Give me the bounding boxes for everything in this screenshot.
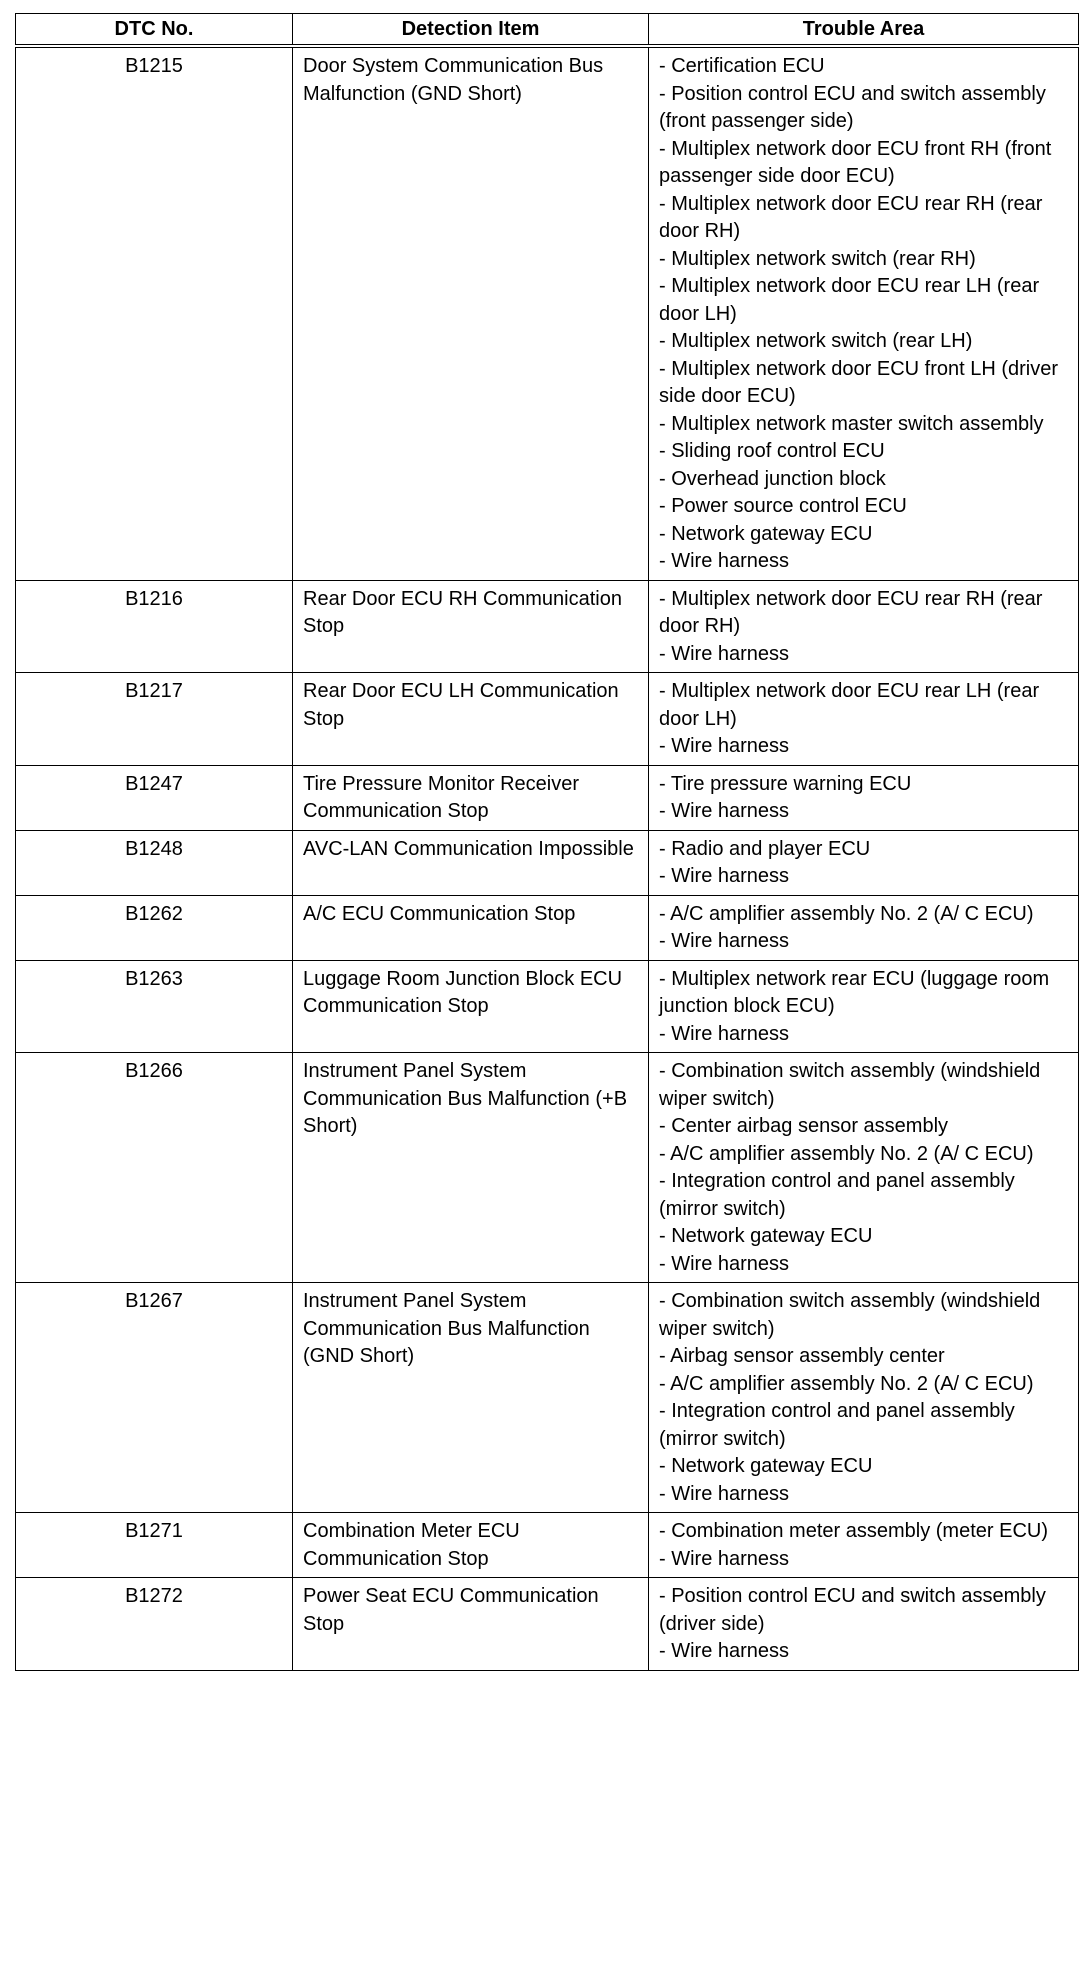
trouble-area-cell xyxy=(649,1513,1079,1578)
trouble-area-item: - Wire harness xyxy=(659,800,790,822)
trouble-area-item: - Wire harness xyxy=(659,1640,790,1662)
trouble-area-item: - Combination switch assembly (windshield wiper switch) xyxy=(659,1290,1041,1340)
trouble-area-item: - Multiplex network door ECU front RH (front passenger side door ECU) xyxy=(659,137,1052,187)
trouble-area-item: - Center airbag sensor assembly xyxy=(659,1115,949,1137)
trouble-area-item: - Combination meter assembly (meter ECU) xyxy=(659,1520,1048,1542)
table-row xyxy=(16,1283,1079,1513)
trouble-area-item: - Multiplex network door ECU rear LH (rear door LH) xyxy=(659,275,1040,325)
table-body xyxy=(16,46,1079,1670)
trouble-area-item: - Multiplex network rear ECU (luggage room junction block ECU) xyxy=(659,967,1050,1017)
detection-item-cell: Tire Pressure Monitor Receiver Communication Stop xyxy=(293,765,649,830)
table-row xyxy=(16,1513,1079,1578)
trouble-area-item: - Position control ECU and switch assembly (front passenger side) xyxy=(659,82,1046,132)
header-dtc-no: DTC No. xyxy=(16,14,293,47)
trouble-area-item: - Network gateway ECU xyxy=(659,522,873,545)
detection-item-cell: Luggage Room Junction Block ECU Communication Stop xyxy=(293,960,649,1053)
dtc-code-cell: B1215 xyxy=(16,46,293,580)
trouble-area-item: - Multiplex network door ECU rear LH (rear door LH) xyxy=(659,680,1040,730)
dtc-table xyxy=(15,13,1079,1671)
dtc-code-cell: B1217 xyxy=(16,673,293,766)
table-row xyxy=(16,960,1079,1053)
trouble-area-item: - Wire harness xyxy=(659,1482,790,1505)
table-row xyxy=(16,673,1079,766)
header-trouble-area: Trouble Area xyxy=(649,14,1079,47)
trouble-area-item: - Radio and player ECU xyxy=(659,837,871,860)
trouble-area-item: - A/C amplifier assembly No. 2 (A/ C ECU) xyxy=(659,1372,1034,1395)
dtc-code-cell: B1263 xyxy=(16,960,293,1053)
trouble-area-cell xyxy=(649,46,1079,580)
trouble-area-cell xyxy=(649,1578,1079,1671)
trouble-area-cell xyxy=(649,895,1079,960)
trouble-area-item: - Wire harness xyxy=(659,642,790,665)
trouble-area-item: - Integration control and panel assembly (mirror switch) xyxy=(659,1400,1015,1450)
trouble-area-item: - Network gateway ECU xyxy=(659,1225,873,1247)
detection-item-cell: Power Seat ECU Communication Stop xyxy=(293,1578,649,1671)
trouble-area-item: - Wire harness xyxy=(659,735,790,757)
detection-item-cell: Combination Meter ECU Communication Stop xyxy=(293,1513,649,1578)
dtc-code-cell: B1271 xyxy=(16,1513,293,1578)
dtc-code-cell: B1267 xyxy=(16,1283,293,1513)
table-row xyxy=(16,895,1079,960)
dtc-code-cell: B1272 xyxy=(16,1578,293,1671)
trouble-area-cell xyxy=(649,580,1079,673)
table-row xyxy=(16,1053,1079,1283)
table-row xyxy=(16,765,1079,830)
trouble-area-item: - Overhead junction block xyxy=(659,467,886,490)
trouble-area-item: - Multiplex network switch (rear LH) xyxy=(659,330,973,352)
table-row xyxy=(16,1578,1079,1671)
trouble-area-item: - Position control ECU and switch assembly (driver side) xyxy=(659,1585,1046,1635)
trouble-area-item: - Integration control and panel assembly (mirror switch) xyxy=(659,1170,1015,1220)
dtc-code-cell: B1248 xyxy=(16,830,293,895)
table-row xyxy=(16,46,1079,580)
trouble-area-item: - Wire harness xyxy=(659,865,790,887)
trouble-area-item: - Multiplex network door ECU front LH (driver side door ECU) xyxy=(659,357,1059,407)
detection-item-cell: Door System Communication Bus Malfunction (GND Short) xyxy=(293,46,649,580)
trouble-area-item: - Certification ECU xyxy=(659,55,825,77)
trouble-area-cell xyxy=(649,673,1079,766)
trouble-area-cell xyxy=(649,830,1079,895)
trouble-area-item: - A/C amplifier assembly No. 2 (A/ C ECU) xyxy=(659,902,1034,925)
table-row xyxy=(16,580,1079,673)
table-header-row xyxy=(16,14,1079,47)
detection-item-cell: AVC-LAN Communication Impossible xyxy=(293,830,649,895)
trouble-area-item: - Wire harness xyxy=(659,930,790,952)
trouble-area-item: - Wire harness xyxy=(659,1547,790,1570)
detection-item-cell: Instrument Panel System Communication Bus Malfunction (+B Short) xyxy=(293,1053,649,1283)
trouble-area-item: - Wire harness xyxy=(659,550,790,572)
dtc-code-cell: B1247 xyxy=(16,765,293,830)
dtc-code-cell: B1266 xyxy=(16,1053,293,1283)
trouble-area-cell xyxy=(649,1053,1079,1283)
trouble-area-item: - Sliding roof control ECU xyxy=(659,440,885,462)
detection-item-cell: A/C ECU Communication Stop xyxy=(293,895,649,960)
trouble-area-item: - Multiplex network door ECU rear RH (rear door RH) xyxy=(659,192,1043,242)
trouble-area-cell xyxy=(649,765,1079,830)
trouble-area-item: - Network gateway ECU xyxy=(659,1455,873,1477)
table-row xyxy=(16,830,1079,895)
trouble-area-item: - Multiplex network master switch assembly xyxy=(659,412,1044,435)
trouble-area-item: - Airbag sensor assembly center xyxy=(659,1345,945,1367)
trouble-area-cell xyxy=(649,1283,1079,1513)
trouble-area-cell xyxy=(649,960,1079,1053)
trouble-area-item: - Combination switch assembly (windshield wiper switch) xyxy=(659,1060,1041,1110)
trouble-area-item: - Tire pressure warning ECU xyxy=(659,772,912,795)
header-detection-item: Detection Item xyxy=(293,14,649,47)
detection-item-cell: Instrument Panel System Communication Bus Malfunction (GND Short) xyxy=(293,1283,649,1513)
trouble-area-item: - Multiplex network door ECU rear RH (rear door RH) xyxy=(659,587,1043,637)
trouble-area-item: - Wire harness xyxy=(659,1252,790,1275)
dtc-code-cell: B1216 xyxy=(16,580,293,673)
dtc-code-cell: B1262 xyxy=(16,895,293,960)
trouble-area-item: - Power source control ECU xyxy=(659,495,907,517)
detection-item-cell: Rear Door ECU RH Communication Stop xyxy=(293,580,649,673)
trouble-area-item: - A/C amplifier assembly No. 2 (A/ C ECU) xyxy=(659,1142,1034,1165)
trouble-area-item: - Multiplex network switch (rear RH) xyxy=(659,247,976,270)
trouble-area-item: - Wire harness xyxy=(659,1022,790,1045)
detection-item-cell: Rear Door ECU LH Communication Stop xyxy=(293,673,649,766)
